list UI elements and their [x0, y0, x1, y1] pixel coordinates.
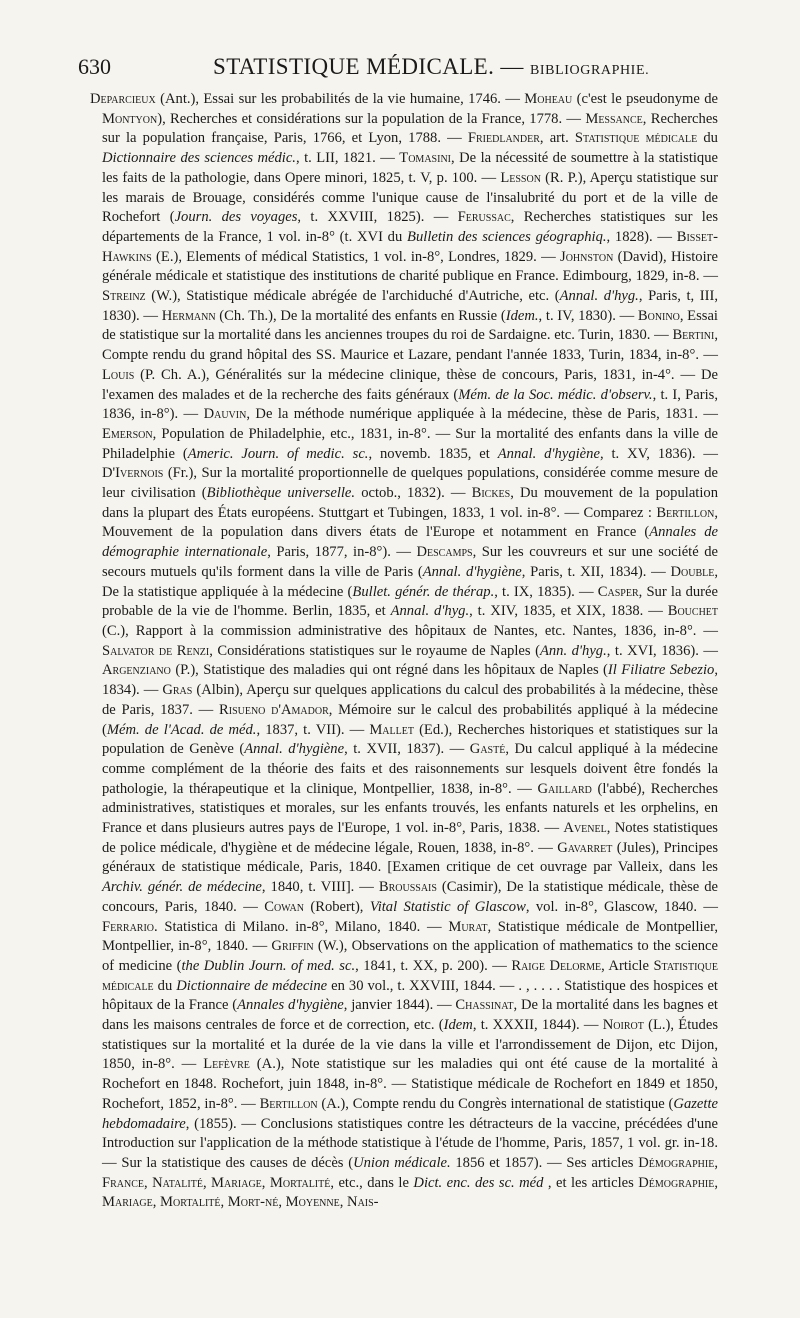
text-run: , (1855). — Conclusions statistiques contre les détracteurs de la vaccine, précédées d'une Introduction sur l'application de la méthode statistique à l'étude de l'homme, Paris, 1857, 1 vol. gr. in-18. — Sur la statistique des causes de décès ( — [102, 1115, 718, 1171]
work-title: Il Filiatre Sebezio — [607, 662, 715, 679]
text-run: (Ch. Th.), De la mortalité des enfants en Russie ( — [215, 307, 506, 324]
author-name: Démographie, France, Natalité, Mariage, Mortalité — [102, 1154, 718, 1191]
text-run: , t. I, Paris, 1836, in-8°). — — [102, 386, 718, 423]
author-name: Mallet — [369, 721, 414, 738]
text-run: , t. IX, 1835). — — [494, 583, 598, 600]
author-name: Chassinat — [455, 997, 514, 1014]
author-name: Bouchet — [667, 603, 719, 620]
text-run: (A.), Note statistique sur les maladies qui ont été cause de la mortalité à Rochefort en 1848. Rochefort, juin 1848, in-8°. — Statistique médicale de Rochefort en 1849 et 1850, Rochefort, 1852, in-8°. — — [102, 1056, 718, 1112]
running-title-main: STATISTIQUE MÉDICALE. — — [213, 54, 524, 79]
text-run: du — [697, 130, 718, 147]
author-name: Bickes — [471, 485, 511, 502]
author-name: Tomasini — [399, 150, 451, 167]
text-run: , Statistique médicale de Montpellier, Montpellier, in-8°, 1840. — — [102, 918, 718, 955]
work-title: Dictionnaire des sciences médic. — [102, 150, 296, 167]
author-name: Cowan — [264, 898, 304, 915]
text-run: , Notes statistiques de police médicale, d'hygiène et de médecine légale, Rouen, 1838, in-8°. — — [102, 820, 718, 856]
work-title: Union médicale. — [353, 1154, 451, 1171]
bibliography-paragraph — [90, 90, 718, 1213]
work-title: Annal. d'hyg. — [559, 288, 639, 305]
text-run: , t. XXXII, 1844). — — [472, 1017, 603, 1034]
author-name: Ferrario — [102, 918, 155, 935]
text-run: , De la méthode numérique appliquée à la médecine, thèse de Paris, 1831. — — [246, 406, 719, 423]
author-name: Statistique médicale — [102, 957, 718, 994]
work-title: the Dublin Journ. of med. sc. — [181, 957, 356, 974]
work-title: Annales d'hygiène — [237, 997, 344, 1014]
text-run: (C.), Rapport à la commission administrative des hôpitaux de Nantes, etc. Nantes, 1836, in-8°. — — [102, 622, 718, 639]
work-title: Annales de démographie internationale — [102, 524, 718, 561]
author-name: Friedlander — [467, 130, 540, 147]
work-title: Bullet. génér. de thérap. — [352, 583, 495, 600]
author-name: Risueno d'Amador — [219, 701, 329, 718]
author-name: Montyon — [102, 110, 158, 127]
author-name: Double — [670, 563, 715, 580]
author-name: Argenziano — [102, 662, 171, 679]
text-run: (L.), Études statistiques sur la mortalité et la durée de la vie dans la ville et l'arrondissement de Dijon, etc Dijon, 1850, in-8°. — — [102, 1017, 718, 1073]
text-run: , Mémoire sur le calcul des probabilités appliqué à la médecine ( — [102, 701, 719, 738]
work-title: Idem. — [505, 307, 539, 324]
author-name: Hermann — [161, 307, 216, 324]
text-run: , Sur les couvreurs et sur une société de secours mutuels qu'ils forment dans la ville de Paris ( — [102, 544, 718, 580]
author-name: Raige Delorme — [511, 957, 602, 974]
text-run: (P.), Statistique des maladies qui ont régné dans les hôpitaux de Naples ( — [170, 662, 608, 679]
text-run: , t. LII, 1821. — — [295, 150, 400, 167]
work-title: Bibliothèque universelle. — [206, 485, 356, 502]
text-run: en 30 vol., t. XXVIII, 1844. — . , . . . . Statistique des hospices et hôpitaux de la France ( — [102, 977, 718, 1014]
text-run: , Paris, 1877, in-8°). — — [267, 544, 417, 561]
text-run: , t. XXVIII, 1825). — — [297, 209, 458, 226]
text-run: , De la nécessité de soumettre à la statistique les faits de la pathologie, dans Opere minori, 1825, t. V, p. 100. — — [102, 150, 718, 186]
work-title: Dictionnaire de médecine — [176, 977, 328, 994]
text-run: , janvier 1844). — — [343, 997, 456, 1014]
page-number: 630 — [78, 54, 111, 79]
author-name: Johnston — [560, 248, 614, 265]
author-name: Louis — [102, 366, 135, 383]
author-name: Messance — [585, 110, 643, 127]
author-name: Gras — [162, 682, 193, 699]
author-name: Bisset-Hawkins — [102, 228, 718, 265]
text-run: , t. XVI, 1836). — — [606, 642, 718, 659]
work-title: Vital Statistic of Glascow — [369, 898, 526, 915]
text-run: , Recherches statistiques sur les départements de la France, 1 vol. in-8° (t. XVI du — [102, 209, 718, 245]
text-run: (Robert), — [303, 898, 370, 915]
text-run: , et les articles — [543, 1174, 639, 1191]
bibliography-text — [90, 90, 718, 1213]
work-title: Annal. d'hygiène — [497, 445, 600, 462]
text-run: , 1834). — — [102, 662, 718, 699]
work-title: Archiv. génér. de médecine — [102, 879, 262, 896]
text-run: (Fr.), Sur la mortalité proportionnelle de quelques populations, considérée comme mesure de leur civilisation ( — [102, 465, 718, 502]
author-name: Lefèvre — [203, 1056, 250, 1073]
running-title — [213, 52, 649, 86]
text-run: , art. — [539, 130, 575, 147]
text-run: , 1840, t. VIII]. — — [261, 879, 379, 896]
work-title: Gazette hebdomadaire — [102, 1095, 718, 1132]
author-name: Deparcieux — [90, 91, 156, 107]
work-title: Americ. Journ. of medic. sc. — [187, 445, 369, 462]
text-run: , t. XIV, 1835, et XIX, 1838. — — [469, 603, 668, 620]
author-name: Murat — [448, 918, 488, 935]
text-run: , Du mouvement de la population dans la plupart des États européens. Stuttgart et Tubingen, 1833, 1 vol. in-8°. — Comparez : — [102, 485, 718, 521]
work-title: Journ. des voyages — [174, 209, 298, 226]
author-name: Bertillon — [259, 1095, 318, 1112]
text-run: , t. IV, 1830). — — [538, 307, 638, 324]
text-run: , vol. in-8°, Glascow, 1840. — — [525, 898, 718, 915]
work-title: Annal. d'hygiène — [422, 563, 522, 580]
text-run: , Population de Philadelphie, etc., 1831, in-8°. — Sur la mortalité des enfants dans la ville de Philadelphie ( — [102, 425, 718, 462]
author-name: Gasté — [469, 741, 506, 758]
author-name: Statistique médicale — [574, 130, 698, 147]
text-run: , 1837, t. VII). — — [256, 721, 370, 738]
text-run: , Sur la durée probable de la vie de l'homme. Berlin, 1835, et — [102, 583, 718, 620]
work-title: Mém. de la Soc. médic. d'observ. — [458, 386, 653, 403]
author-name: Bertini — [672, 327, 715, 344]
text-run: (David), Histoire générale médicale et statistique des institutions de charité publique en France. Edimbourg, 1829, in-8. — — [102, 248, 718, 285]
work-title: Dict. enc. des sc. méd — [413, 1174, 544, 1191]
text-run: (W.), Statistique médicale abrégée de l'archiduché d'Autriche, etc. ( — [145, 288, 560, 305]
author-name: Démographie, Mariage, Mortalité, Mort-né, Moyenne, Nais- — [102, 1174, 719, 1211]
text-run: , Recherches sur la population française, Paris, 1766, et Lyon, 1788. — — [102, 110, 718, 147]
work-title: Bulletin des sciences géographiq. — [407, 228, 607, 245]
text-run: , t. XVII, 1837). — — [344, 741, 470, 758]
author-name: D'Ivernois — [102, 465, 164, 482]
text-run: , Paris, t. XII, 1834). — — [521, 563, 671, 580]
text-run: , t. XV, 1836). — — [599, 445, 719, 462]
text-run: , De la mortalité dans les bagnes et dans les maisons centrales de force et de correction, etc. ( — [102, 997, 718, 1034]
author-name: Descamps — [416, 544, 473, 561]
text-run: (W.), Observations on the application of mathematics to the science of medicine ( — [102, 938, 718, 974]
text-run: , De la statistique appliquée à la médecine ( — [102, 563, 718, 600]
text-run: , Considérations statistiques sur le royaume de Naples ( — [209, 642, 540, 659]
work-title: Annal. d'hyg. — [390, 603, 470, 620]
text-run: (E.), Elements of médical Statistics, 1 vol. in-8°, Londres, 1829. — — [151, 248, 561, 265]
author-name: Avenel — [563, 820, 607, 837]
author-name: Moheau — [524, 91, 573, 107]
author-name: Casper — [597, 583, 639, 600]
text-run: 1856 et 1857). — Ses articles — [450, 1154, 639, 1171]
page-header — [78, 52, 718, 84]
text-run: , Essai de statistique sur la mortalité dans les anciennes troupes du roi de Sardaigne. etc. Turin, 1830. — — [102, 307, 718, 344]
author-name: Ferussac — [457, 209, 511, 226]
author-name: Bonino — [637, 307, 680, 324]
work-title: Annal. d'hygiène — [244, 741, 345, 758]
author-name: Emerson — [102, 425, 153, 442]
text-run: (c'est le pseudonyme de — [572, 91, 718, 107]
author-name: Salvator de Renzi — [102, 642, 210, 659]
work-title: Idem — [443, 1017, 473, 1034]
author-name: Gavarret — [557, 839, 613, 856]
running-title-section: BIBLIOGRAPHIE. — [529, 63, 650, 78]
work-title: Ann. d'hyg. — [539, 642, 607, 659]
text-run: octob., 1832). — — [355, 485, 472, 502]
text-run: , Du calcul appliqué à la médecine comme complément de la théorie des faits et des raisonnements sur lesquels doivent être fondés la pathologie, la thérapeutique et la clinique, Montpellier, 1838, in-8°. — — [102, 741, 719, 797]
text-run: , 1828). — — [606, 228, 677, 245]
text-run: ), Recherches et considérations sur la population de la France, 1778. — — [157, 110, 586, 127]
author-name: Bertillon — [656, 504, 715, 521]
text-run: (Ant.), Essai sur les probabilités de la vie humaine, 1746. — — [155, 91, 525, 107]
text-run: (Ed.), Recherches historiques et statistiques sur la population de Genève ( — [102, 721, 719, 758]
text-run: du — [153, 977, 177, 994]
text-run: , Article — [601, 957, 654, 974]
author-name: Griffin — [271, 938, 314, 955]
text-run: (R. P.), Aperçu statistique sur les marais de Brouage, considérés comme l'unique cause de l'insalubrité du port et de la ville de Rochefort ( — [102, 169, 718, 226]
text-run: (l'abbé), Recherches administratives, statistiques et morales, sur les enfants trouvés, les enfants naturels et les orphelins, en France et dans plusieurs autres pays de l'Europe, 1 vol. in-8°, Paris, 1838. — — [102, 780, 718, 837]
text-run: (Albin), Aperçu sur quelques applications du calcul des probabilités à la médecine, thèse de Paris, 1837. — — [102, 682, 718, 718]
text-run: (Casimir), De la statistique médicale, thèse de concours, Paris, 1840. — — [102, 879, 718, 915]
text-run: . Statistica di Milano. in-8°, Milano, 1840. — — [154, 918, 449, 935]
work-title: Mém. de l'Acad. de méd. — [106, 721, 257, 738]
author-name: Lesson — [500, 169, 541, 186]
text-run: , novemb. 1835, et — [368, 445, 498, 462]
author-name: Noirot — [602, 1017, 644, 1034]
text-run: , Paris, t, III, 1830). — — [102, 288, 718, 324]
text-run: (P. Ch. A.), Généralités sur la médecine clinique, thèse de concours, Paris, 1831, in-4°. — De l'examen des malades et de la recherche des faits généraux ( — [102, 366, 718, 403]
text-run: , 1841, t. XX, p. 200). — — [355, 957, 512, 974]
text-run: , Compte rendu du grand hôpital des SS. Maurice et Lazare, pendant l'année 1833, Turin, 1834, in-8°. — — [102, 327, 718, 364]
text-run: (Jules), Principes généraux de statistique médicale, Paris, 1840. [Examen critique de cet ouvrage par Valleix, dans les — [102, 839, 719, 876]
text-run: (A.), Compte rendu du Congrès international de statistique ( — [317, 1095, 674, 1112]
author-name: Streinz — [102, 288, 146, 305]
author-name: Dauvin — [203, 406, 247, 423]
author-name: Gaillard — [537, 780, 592, 797]
author-name: Broussais — [378, 879, 437, 896]
text-run: , Mouvement de la population dans divers états de l'Europe et notamment en France ( — [102, 504, 718, 541]
text-run: , etc., dans le — [330, 1174, 414, 1191]
